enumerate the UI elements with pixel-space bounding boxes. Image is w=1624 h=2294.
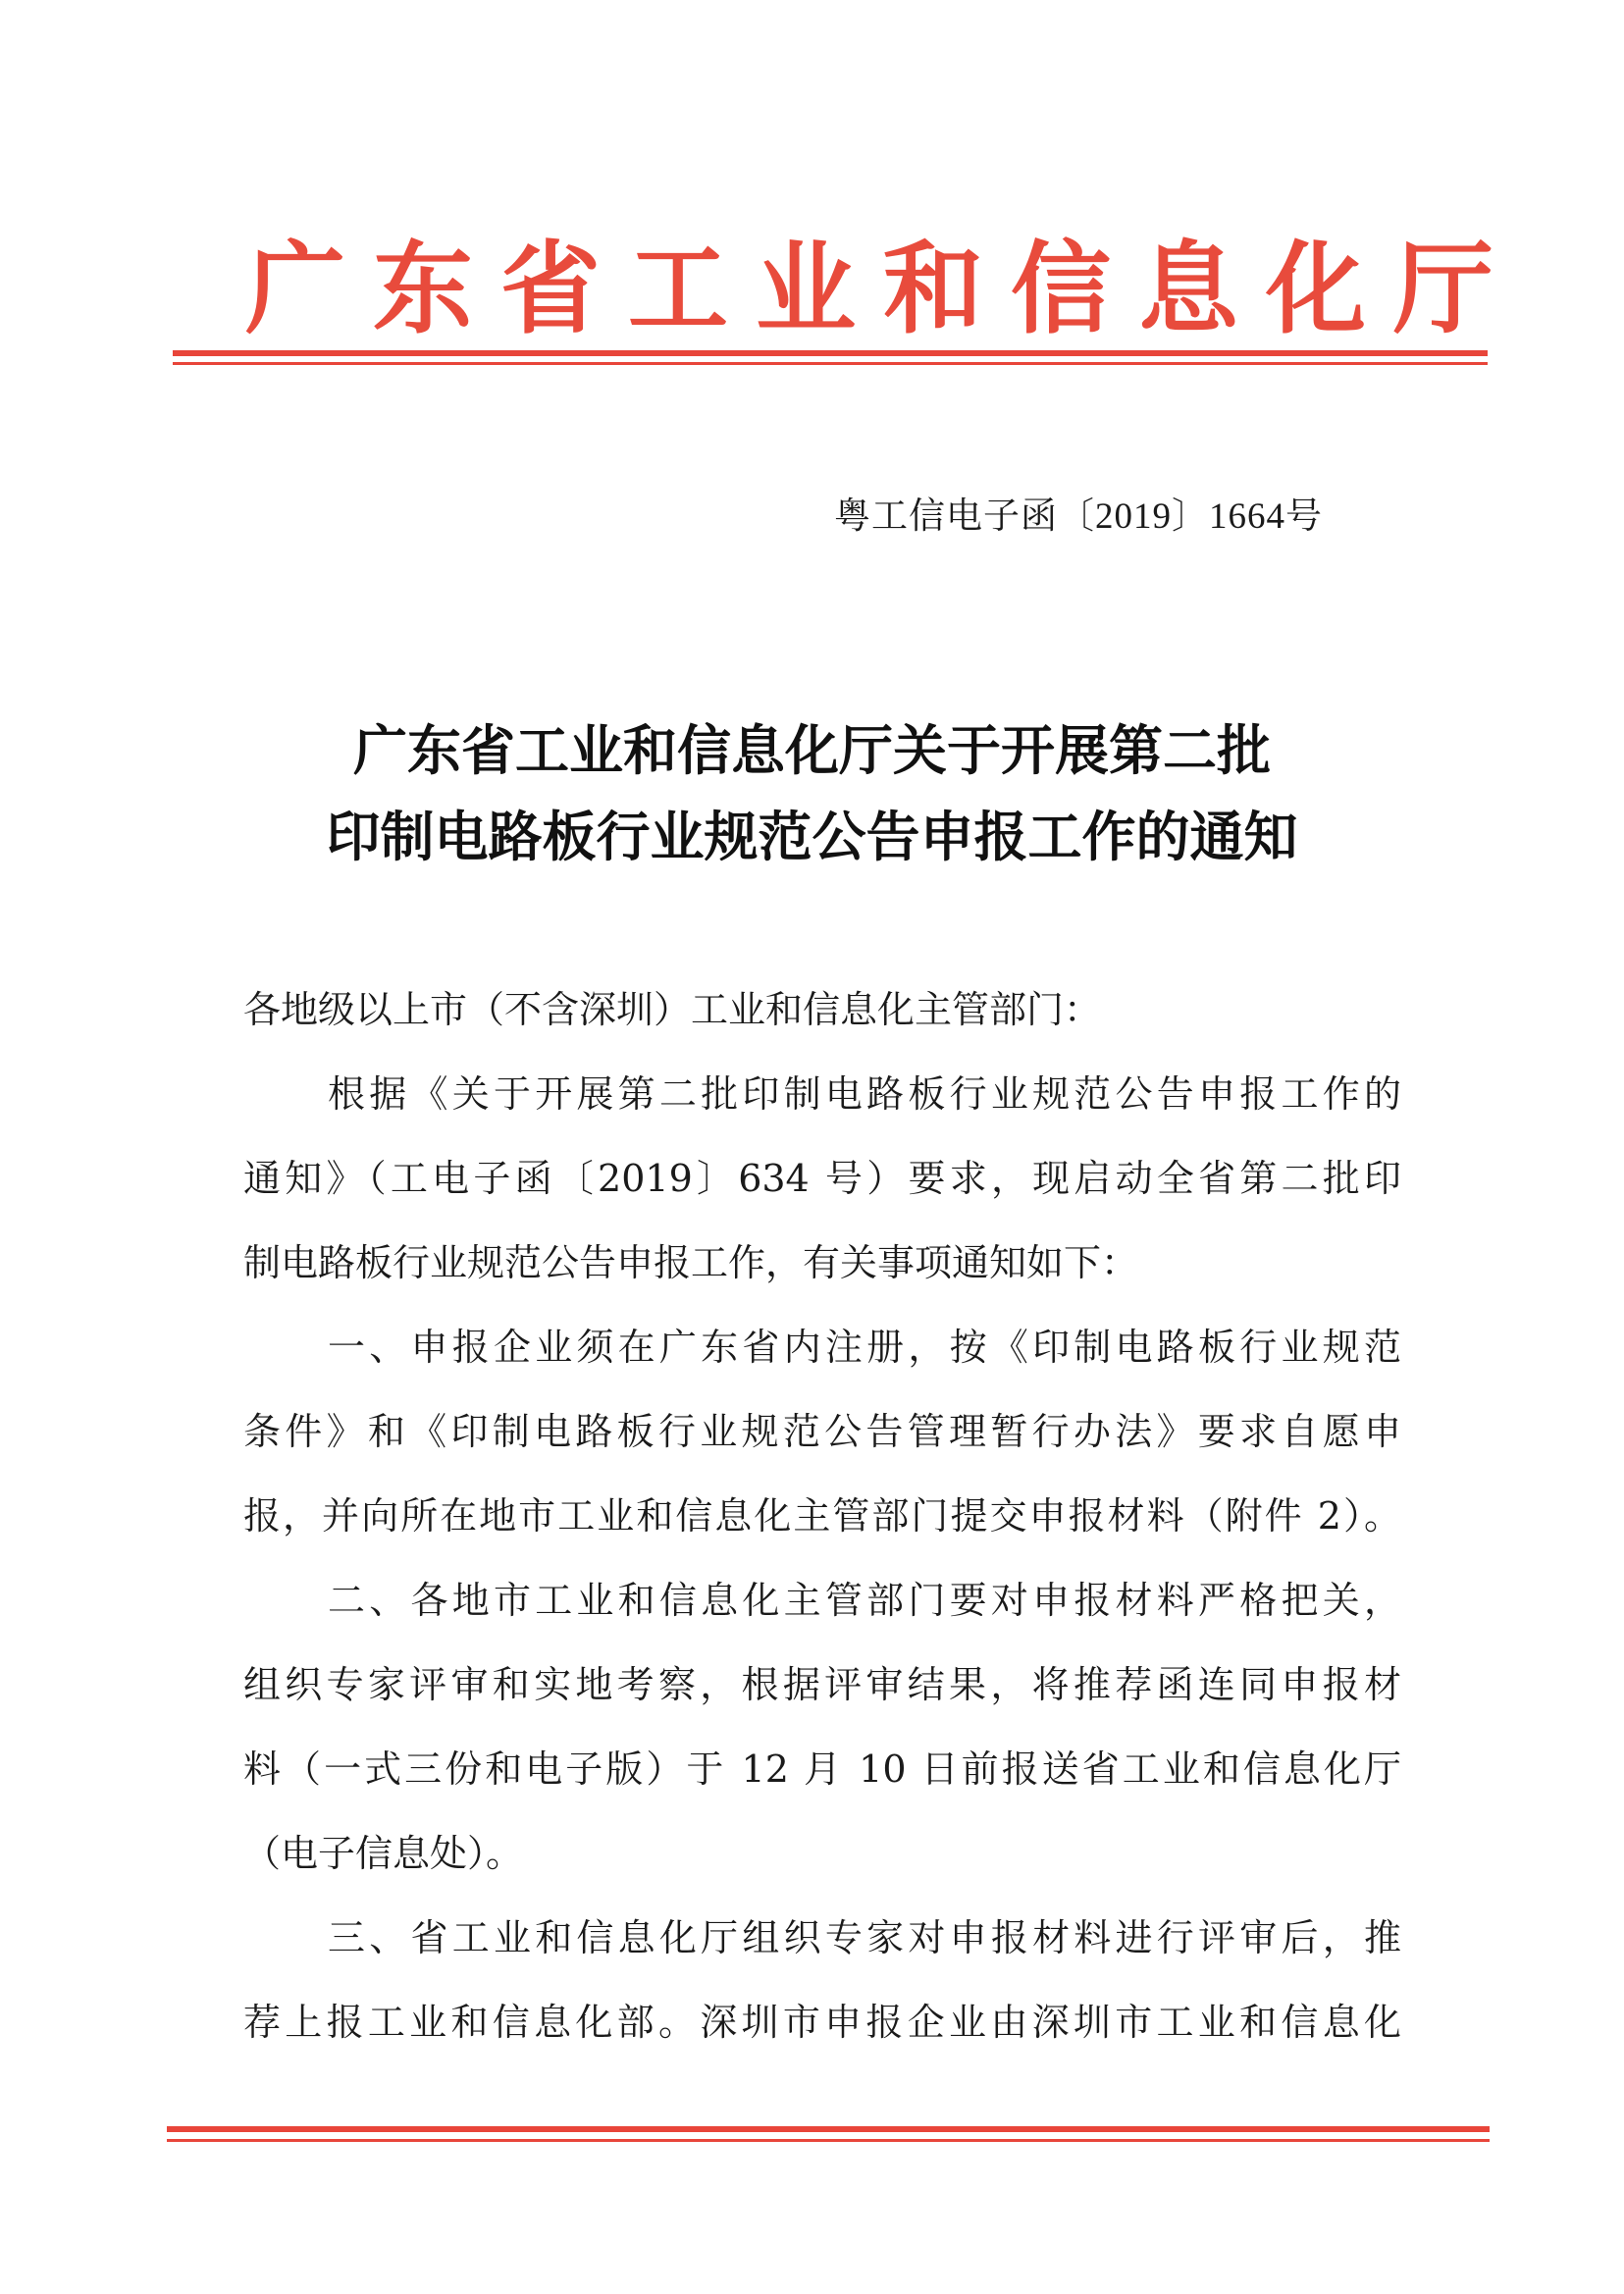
masthead-rule-thin (173, 362, 1488, 365)
body-line: 料（一式三份和电子版）于 12 月 10 日前报送省工业和信息化厅 (243, 1747, 1401, 1791)
body-line: 一、申报企业须在广东省内注册，按《印制电路板行业规范 (328, 1326, 1401, 1369)
addressee: 各地级以上市（不含深圳）工业和信息化主管部门： (243, 988, 1102, 1031)
document-title-line-2: 印制电路板行业规范公告申报工作的通知 (326, 806, 1298, 868)
body-line: 荐上报工业和信息化部。深圳市申报企业由深圳市工业和信息化 (243, 2001, 1401, 2044)
footer-rule-thick (167, 2126, 1490, 2132)
body-line: 根据《关于开展第二批印制电路板行业规范公告申报工作的 (328, 1072, 1401, 1116)
body-line: 报，并向所在地市工业和信息化主管部门提交申报材料（附件 2）。 (243, 1494, 1401, 1538)
document-number: 粤工信电子函〔2019〕1664号 (834, 496, 1323, 537)
body-line: 二、各地市工业和信息化主管部门要对申报材料严格把关， (328, 1579, 1401, 1622)
body-line: 组织专家评审和实地考察，根据评审结果，将推荐函连同申报材 (243, 1663, 1401, 1706)
body-line: 三、省工业和信息化厅组织专家对申报材料进行评审后，推 (328, 1916, 1401, 1959)
body-line: 制电路板行业规范公告申报工作，有关事项通知如下： (243, 1241, 1139, 1284)
body-line: 条件》和《印制电路板行业规范公告管理暂行办法》要求自愿申 (243, 1410, 1401, 1453)
body-line: （电子信息处）。 (243, 1832, 524, 1875)
masthead-title: 广东省工业和信息化厅 (245, 231, 1521, 348)
body-line: 通知》（工电子函〔2019〕634 号）要求，现启动全省第二批印 (243, 1157, 1401, 1200)
document-title-line-1: 广东省工业和信息化厅关于开展第二批 (352, 719, 1271, 782)
masthead-rule-thick (173, 350, 1488, 356)
footer-rule-thin (167, 2139, 1490, 2142)
